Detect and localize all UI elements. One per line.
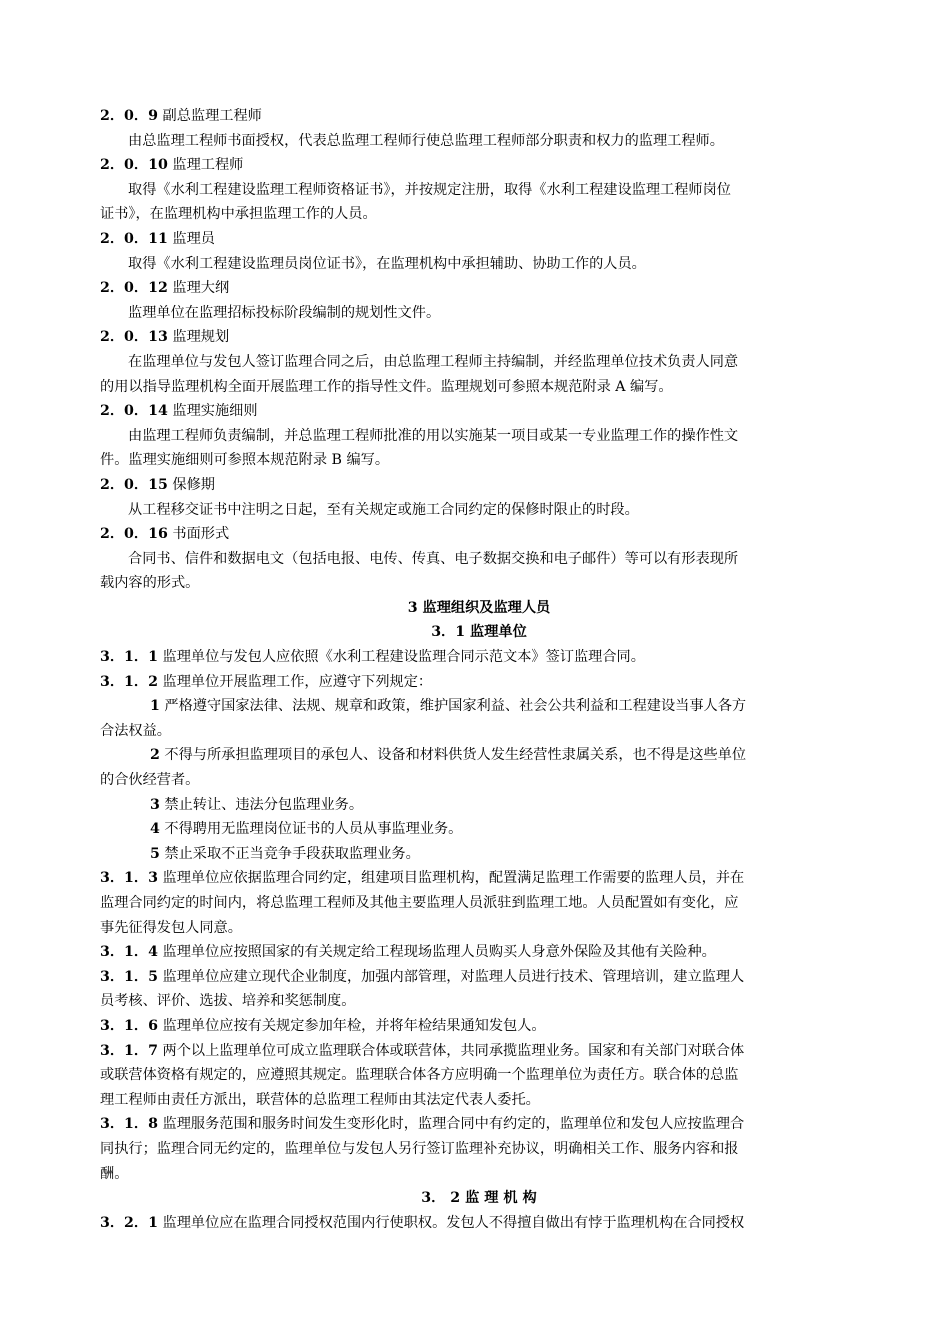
line-text: 严格遵守国家法律、法规、规章和政策，维护国家利益、社会公共利益和工程建设当事人各方 <box>164 698 747 715</box>
line-text: 监理服务范围和服务时间发生变形化时，监理合同中有约定的，监理单位和发包人应按监理合 <box>162 1116 745 1133</box>
line-text: 酬。 <box>100 1165 129 1182</box>
line-text: 禁止采取不正当竞争手段获取监理业务。 <box>164 845 420 862</box>
clause-number: 3．1．6 <box>100 1017 158 1034</box>
clause-line <box>100 325 858 350</box>
paragraph-line <box>100 891 858 916</box>
clause-line <box>100 399 858 424</box>
clause-line <box>100 227 858 252</box>
line-text: 禁止转让、违法分包监理业务。 <box>164 796 364 813</box>
clause-line <box>100 866 858 891</box>
line-text: 取得《水利工程建设监理员岗位证书》，在监理机构中承担辅助、协助工作的人员。 <box>128 255 646 272</box>
line-text: 不得聘用无监理岗位证书的人员从事监理业务。 <box>164 821 463 838</box>
paragraph-line <box>100 498 858 523</box>
line-text: 监理单位开展监理工作，应遵守下列规定： <box>162 673 433 690</box>
line-text: 理工程师由责任方派出，联营体的总监理工程师由其法定代表人委托。 <box>100 1091 540 1108</box>
line-text: 在监理单位与发包人签订监理合同之后，由总监理工程师主持编制，并经监理单位技术负责人同意 <box>128 353 739 370</box>
line-text: 载内容的形式。 <box>100 575 200 592</box>
document-page <box>100 104 858 1235</box>
clause-number: 3．2．1 <box>100 1214 158 1231</box>
clause-number: 2．0．14 <box>100 403 168 420</box>
line-text: 监理工程师 <box>172 157 244 174</box>
line-text: 监理员 <box>172 230 215 247</box>
paragraph-line <box>100 768 858 793</box>
clause-number: 3．1．1 <box>100 649 158 666</box>
list-item <box>100 817 858 842</box>
paragraph-line <box>100 178 858 203</box>
clause-number: 3．1．3 <box>100 870 158 887</box>
clause-line <box>100 153 858 178</box>
line-text: 两个以上监理单位可成立监理联合体或联营体，共同承揽监理业务。国家和有关部门对联合体 <box>162 1042 745 1059</box>
line-text: 监理合同约定的时间内，将总监理工程师及其他主要监理人员派驻到监理工地。人员配置如有变化，应 <box>100 895 739 911</box>
list-item <box>100 842 858 867</box>
list-item <box>100 743 858 768</box>
clause-number: 3．1．5 <box>100 968 158 985</box>
item-number: 1 <box>150 698 160 715</box>
item-number: 5 <box>150 845 160 862</box>
line-text: 从工程移交证书中注明之日起，至有关规定或施工合同约定的保修时限止的时段。 <box>128 501 639 518</box>
line-text: 由总监理工程师书面授权，代表总监理工程师行使总监理工程师部分职责和权力的监理工程师。 <box>128 132 724 149</box>
clause-number: 2．0．10 <box>100 157 168 174</box>
line-text: 证书》，在监理机构中承担监理工作的人员。 <box>100 206 377 223</box>
line-text: 同执行；监理合同无约定的，监理单位与发包人另行签订监理补充协议，明确相关工作、服务内容和报 <box>100 1140 739 1157</box>
heading-text: 3 监理组织及监理人员 <box>407 599 551 616</box>
clause-line <box>100 522 858 547</box>
clause-line <box>100 276 858 301</box>
clause-number: 3．1．2 <box>100 673 158 690</box>
paragraph-line <box>100 547 858 572</box>
line-text: 事先征得发包人同意。 <box>100 919 242 936</box>
clause-line <box>100 1039 858 1064</box>
clause-line <box>100 1112 858 1137</box>
clause-number: 3．1．4 <box>100 944 158 961</box>
line-text: 监理单位应在监理合同授权范围内行使职权。发包人不得擅自做出有悖于监理机构在合同授权 <box>162 1214 745 1231</box>
line-text: 的合伙经营者。 <box>100 772 200 789</box>
paragraph-line <box>100 916 858 941</box>
paragraph-line <box>100 350 858 375</box>
paragraph-line <box>100 571 858 596</box>
line-text: 监理单位应按照国家的有关规定给工程现场监理人员购买人身意外保险及其他有关险种。 <box>162 944 716 961</box>
list-item <box>100 694 858 719</box>
clause-line <box>100 1211 858 1236</box>
line-text: 保修期 <box>172 476 215 493</box>
line-text: 员考核、评价、选拔、培养和奖惩制度。 <box>100 993 356 1010</box>
clause-line <box>100 645 858 670</box>
clause-line <box>100 104 858 129</box>
paragraph-line <box>100 375 858 400</box>
paragraph-line <box>100 129 858 154</box>
clause-number: 2．0．12 <box>100 280 168 297</box>
clause-line <box>100 670 858 695</box>
section-heading <box>100 620 858 645</box>
line-text: 监理实施细则 <box>172 403 258 420</box>
clause-number: 3．1．8 <box>100 1116 158 1133</box>
clause-line <box>100 965 858 990</box>
paragraph-line <box>100 1137 858 1162</box>
section-heading <box>100 1186 858 1211</box>
clause-line <box>100 940 858 965</box>
paragraph-line <box>100 989 858 1014</box>
clause-number: 2．0．15 <box>100 476 168 493</box>
line-text: 监理单位应依据监理合同约定，组建项目监理机构，配置满足监理工作需要的监理人员，并在 <box>162 870 745 887</box>
paragraph-line <box>100 424 858 449</box>
paragraph-line <box>100 202 858 227</box>
clause-number: 2．0．9 <box>100 108 158 124</box>
heading-text: 3． 2 监 理 机 构 <box>421 1190 537 1207</box>
line-text: 监理单位应建立现代企业制度，加强内部管理，对监理人员进行技术、管理培训，建立监理人 <box>162 968 745 985</box>
paragraph-line <box>100 1088 858 1113</box>
line-text: 件。监理实施细则可参照本规范附录 B 编写。 <box>100 452 390 469</box>
item-number: 3 <box>150 796 160 813</box>
line-text: 监理单位在监理招标投标阶段编制的规划性文件。 <box>128 304 441 321</box>
clause-number: 2．0．13 <box>100 329 168 346</box>
line-text: 合同书、信件和数据电文（包括电报、电传、传真、电子数据交换和电子邮件）等可以有形表现所 <box>128 550 739 567</box>
clause-line <box>100 473 858 498</box>
line-text: 监理单位与发包人应依照《水利工程建设监理合同示范文本》签订监理合同。 <box>162 649 645 666</box>
clause-number: 3．1．7 <box>100 1042 158 1059</box>
clause-line <box>100 1014 858 1039</box>
section-heading <box>100 596 858 621</box>
line-text: 不得与所承担监理项目的承包人、设备和材料供货人发生经营性隶属关系，也不得是这些单位 <box>164 747 747 764</box>
line-text: 监理大纲 <box>172 280 230 297</box>
line-text: 副总监理工程师 <box>162 108 262 124</box>
paragraph-line <box>100 301 858 326</box>
paragraph-line <box>100 448 858 473</box>
line-text: 合法权益。 <box>100 722 171 739</box>
heading-text: 3．1 监理单位 <box>431 624 527 641</box>
line-text: 监理规划 <box>172 329 230 346</box>
item-number: 2 <box>150 747 160 764</box>
clause-number: 2．0．11 <box>100 230 168 247</box>
item-number: 4 <box>150 821 160 838</box>
line-text: 由监理工程师负责编制，并总监理工程师批准的用以实施某一项目或某一专业监理工作的操作性文 <box>128 427 739 444</box>
clause-number: 2．0．16 <box>100 526 168 543</box>
list-item <box>100 793 858 818</box>
line-text: 或联营体资格有规定的，应遵照其规定。监理联合体各方应明确一个监理单位为责任方。联合体的总监 <box>100 1067 739 1084</box>
line-text: 的用以指导监理机构全面开展监理工作的指导性文件。监理规划可参照本规范附录 A 编写。 <box>100 378 673 395</box>
paragraph-line <box>100 1063 858 1088</box>
paragraph-line <box>100 1162 858 1187</box>
line-text: 取得《水利工程建设监理工程师资格证书》，并按规定注册，取得《水利工程建设监理工程师岗位 <box>128 181 731 198</box>
line-text: 监理单位应按有关规定参加年检，并将年检结果通知发包人。 <box>162 1017 546 1034</box>
paragraph-line <box>100 252 858 277</box>
paragraph-line <box>100 719 858 744</box>
line-text: 书面形式 <box>172 526 230 543</box>
